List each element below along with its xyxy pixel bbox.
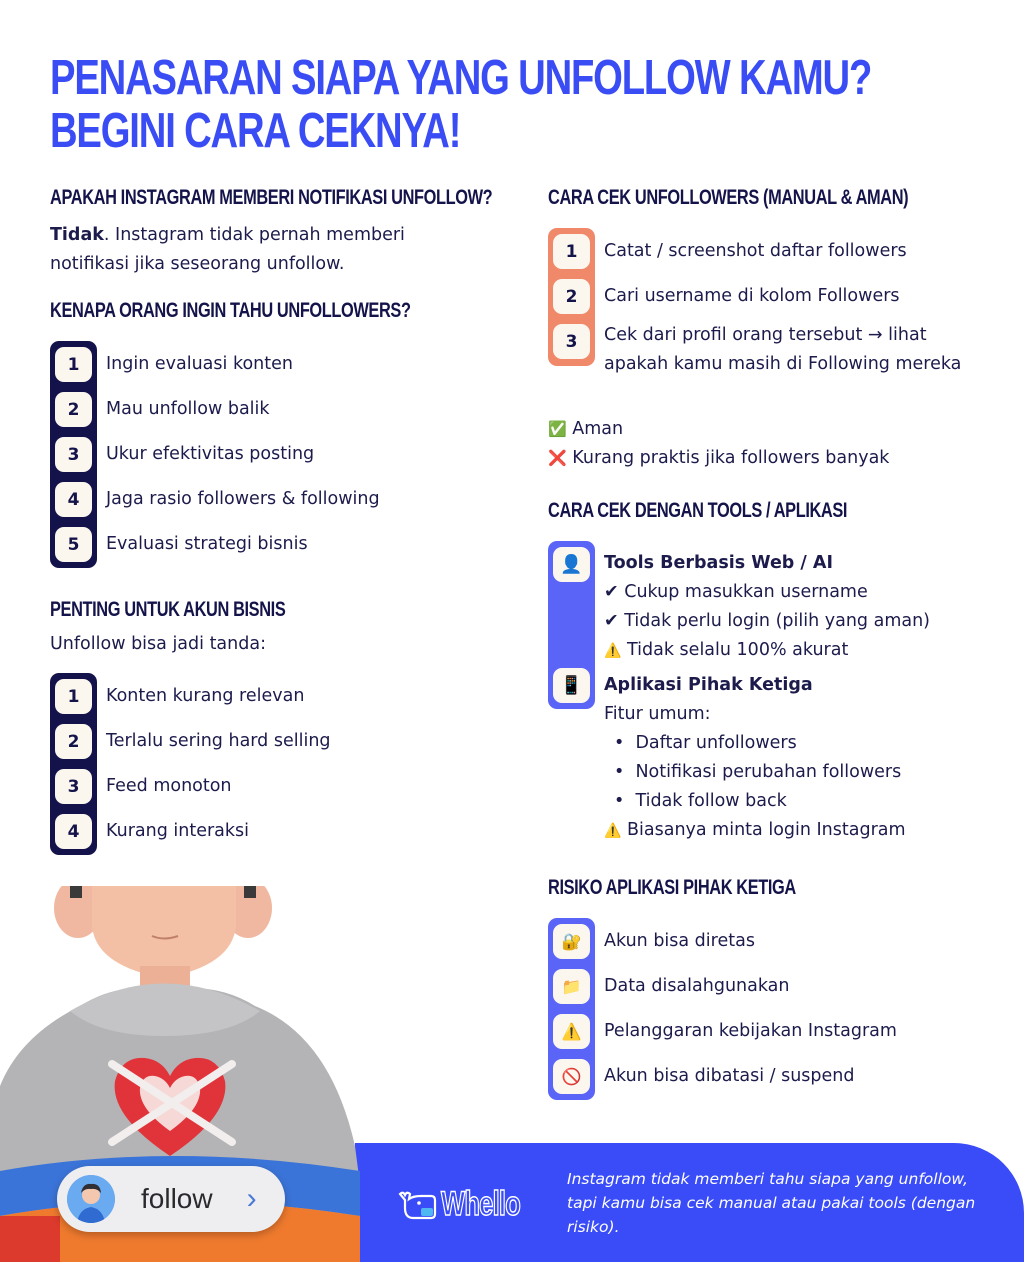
point-text: Tidak selalu 100% akurat	[627, 640, 849, 660]
title-line-1: PENASARAN SIAPA YANG UNFOLLOW KAMU?	[50, 51, 872, 105]
follow-label: follow	[141, 1183, 213, 1214]
list-item: Konten kurang relevan	[106, 686, 305, 706]
avatar-icon	[67, 1175, 115, 1223]
person-icon: 👤	[553, 547, 590, 582]
footer-banner	[355, 1143, 1024, 1262]
list-item: Ingin evaluasi konten	[106, 354, 293, 374]
risk-rail	[548, 918, 595, 1100]
list-item: Akun bisa dibatasi / suspend	[604, 1066, 855, 1086]
why-rail	[50, 341, 97, 568]
point-text: Tidak perlu login (pilih yang aman)	[624, 611, 931, 631]
warning-icon: ⚠️	[553, 1014, 590, 1049]
con-text: Kurang praktis jika followers banyak	[572, 448, 890, 468]
risk-section	[548, 876, 897, 1100]
business-list	[50, 673, 500, 855]
why-list	[50, 341, 500, 568]
manual-rail	[548, 228, 595, 366]
list-item: Feed monoton	[106, 776, 232, 796]
feature-item: • Tidak follow back	[614, 791, 787, 811]
notif-answer-text: . Instagram tidak pernah memberi notifikasi jika seseorang unfollow.	[50, 225, 405, 274]
tools-content	[604, 549, 984, 846]
list-item: Ukur efektivitas posting	[106, 444, 315, 464]
warning-text: Biasanya minta login Instagram	[627, 820, 906, 840]
business-items	[106, 673, 331, 855]
feature-item: • Notifikasi perubahan followers	[614, 762, 902, 782]
third-party-intro: Fitur umum:	[604, 704, 711, 724]
feature-item: • Daftar unfollowers	[614, 733, 797, 753]
lock-icon: 🔐	[553, 924, 590, 959]
phone-icon: 📱	[553, 668, 590, 703]
brand-logo	[397, 1185, 546, 1224]
warning-icon: ⚠️	[604, 823, 622, 839]
right-column	[548, 186, 988, 1086]
page-title	[50, 51, 872, 158]
number-badge: 5	[55, 527, 92, 562]
brand-name: Whello	[441, 1185, 521, 1223]
third-party-title: Aplikasi Pihak Ketiga	[604, 675, 813, 695]
business-intro: Unfollow bisa jadi tanda:	[50, 634, 266, 654]
folder-icon: 📁	[553, 969, 590, 1004]
business-rail	[50, 673, 97, 855]
web-tools-title: Tools Berbasis Web / AI	[604, 553, 833, 573]
list-item: Akun bisa diretas	[604, 931, 755, 951]
whale-logo-icon	[397, 1190, 437, 1220]
number-badge: 3	[553, 324, 590, 359]
left-column	[50, 186, 500, 855]
step-item: Cek dari profil orang tersebut → lihat apakah kamu masih di Following mereka	[604, 325, 962, 374]
third-party-warning	[604, 816, 984, 846]
manual-steps	[548, 228, 988, 409]
list-item: Pelanggaran kebijakan Instagram	[604, 1021, 897, 1041]
notif-heading: APAKAH INSTAGRAM MEMBERI NOTIFIKASI UNFOLLOW?	[50, 186, 493, 209]
point-text: Cukup masukkan username	[624, 582, 868, 602]
manual-heading: CARA CEK UNFOLLOWERS (MANUAL & AMAN)	[548, 186, 909, 209]
list-item: Data disalahgunakan	[604, 976, 790, 996]
checkmark-icon: ✔	[604, 611, 619, 631]
business-section	[50, 598, 500, 855]
warning-icon: ⚠️	[604, 643, 622, 659]
step-item: Catat / screenshot daftar followers	[604, 241, 907, 261]
footer-summary: Instagram tidak memberi tahu siapa yang unfollow, tapi kamu bisa cek manual atau pakai tools (dengan risiko).	[567, 1170, 976, 1236]
feature-text: Tidak follow back	[635, 791, 787, 811]
list-item: Jaga rasio followers & following	[106, 489, 380, 509]
tools-rail	[548, 541, 595, 709]
number-badge: 1	[553, 234, 590, 269]
avatar	[67, 1175, 115, 1223]
list-item: Mau unfollow balik	[106, 399, 270, 419]
pro-text: Aman	[572, 419, 624, 439]
web-tools-point	[604, 636, 984, 666]
feature-text: Notifikasi perubahan followers	[635, 762, 902, 782]
notif-answer	[50, 221, 450, 279]
why-section	[50, 299, 500, 568]
prohibited-icon: 🚫	[553, 1059, 590, 1094]
cross-mark-icon: ❌	[548, 449, 567, 467]
follow-button[interactable]	[57, 1166, 285, 1232]
step-item: Cari username di kolom Followers	[604, 286, 900, 306]
why-heading: KENAPA ORANG INGIN TAHU UNFOLLOWERS?	[50, 299, 411, 322]
number-badge: 3	[55, 769, 92, 804]
checkmark-icon: ✔	[604, 582, 619, 602]
web-tools-point	[604, 607, 984, 636]
risk-heading: RISIKO APLIKASI PIHAK KETIGA	[548, 876, 796, 899]
notif-answer-bold: Tidak	[50, 225, 104, 245]
risk-items	[604, 918, 897, 1100]
list-item: Terlalu sering hard selling	[106, 731, 331, 751]
risk-list	[548, 918, 897, 1100]
chevron-right-icon: ›	[246, 1182, 257, 1215]
con-line	[548, 444, 988, 473]
feature-text: Daftar unfollowers	[635, 733, 797, 753]
manual-section	[548, 186, 988, 473]
check-mark-icon: ✅	[548, 420, 567, 438]
notif-section	[50, 186, 500, 279]
tools-body	[548, 541, 988, 851]
business-heading: PENTING UNTUK AKUN BISNIS	[50, 598, 286, 621]
number-badge: 4	[55, 814, 92, 849]
why-items	[106, 341, 380, 568]
title-line-2: BEGINI CARA CEKNYA!	[50, 104, 461, 158]
pro-line	[548, 415, 988, 444]
list-item: Kurang interaksi	[106, 821, 249, 841]
number-badge: 2	[553, 279, 590, 314]
tools-section	[548, 499, 988, 851]
tools-heading: CARA CEK DENGAN TOOLS / APLIKASI	[548, 499, 848, 522]
number-badge: 2	[55, 392, 92, 427]
web-tools-point	[604, 578, 984, 607]
manual-items	[604, 234, 974, 379]
list-item: Evaluasi strategi bisnis	[106, 534, 308, 554]
number-badge: 2	[55, 724, 92, 759]
number-badge: 3	[55, 437, 92, 472]
number-badge: 1	[55, 347, 92, 382]
number-badge: 1	[55, 679, 92, 714]
number-badge: 4	[55, 482, 92, 517]
